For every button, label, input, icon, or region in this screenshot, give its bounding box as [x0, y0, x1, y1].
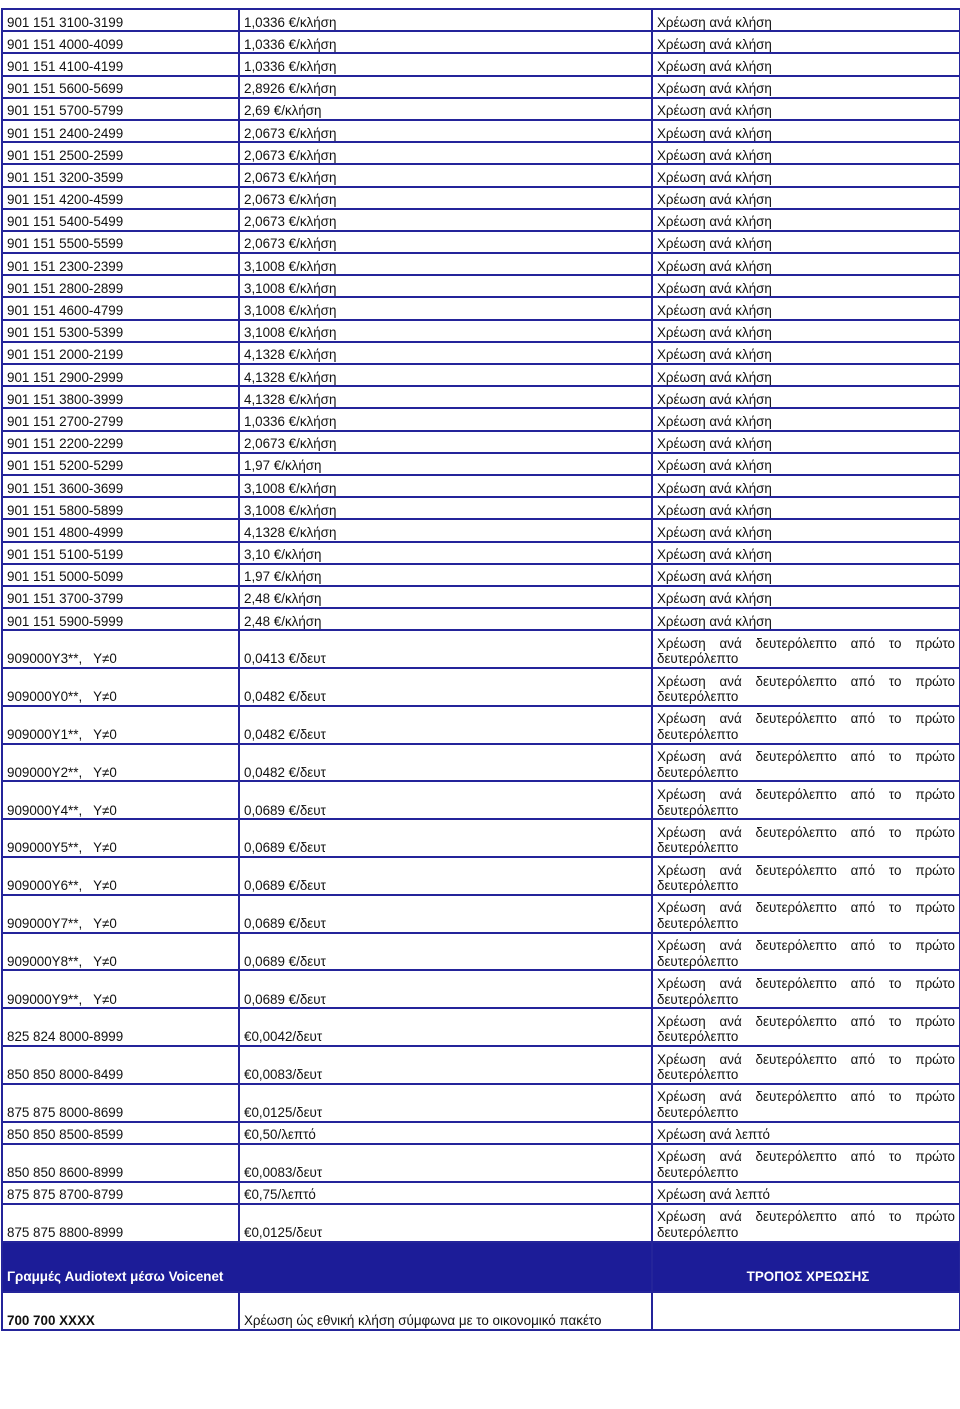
- number-range-cell: 850 850 8500-8599: [2, 1122, 239, 1144]
- rate-cell: 0,0689 €/δευτ: [239, 857, 652, 895]
- charge-type-cell: Χρέωση ανά κλήση: [652, 497, 960, 519]
- table-row: [2, 76, 960, 98]
- table-row: [2, 857, 960, 895]
- number-range-cell: 901 151 4800-4999: [2, 519, 239, 541]
- rate-cell: 3,1008 €/κλήση: [239, 275, 652, 297]
- number-range-cell: 901 151 2300-2399: [2, 253, 239, 275]
- number-range-cell: 901 151 4000-4099: [2, 31, 239, 53]
- table-row: [2, 1046, 960, 1084]
- rate-cell: 2,0673 €/κλήση: [239, 231, 652, 253]
- number-range-cell: 901 151 5800-5899: [2, 497, 239, 519]
- charge-type-cell: Χρέωση ανά λεπτό: [652, 1122, 960, 1144]
- number-range-cell: 901 151 5500-5599: [2, 231, 239, 253]
- charge-type-text: Χρέωση ανά δευτερόλεπτο από το πρώτο δευτερόλεπτο: [657, 824, 955, 856]
- footer-rate: Χρέωση ώς εθνική κλήση σύμφωνα με το οικονομικό πακέτο: [239, 1292, 652, 1330]
- section-title: Γραμμές Audiotext μέσω Voicenet: [2, 1242, 652, 1292]
- table-row: [2, 364, 960, 386]
- rate-cell: 3,10 €/κλήση: [239, 542, 652, 564]
- table-row: [2, 320, 960, 342]
- rate-cell: 2,0673 €/κλήση: [239, 120, 652, 142]
- table-row: [2, 819, 960, 857]
- rate-cell: 3,1008 €/κλήση: [239, 475, 652, 497]
- charge-type-text: Χρέωση ανά δευτερόλεπτο από το πρώτο δευτερόλεπτο: [657, 938, 955, 969]
- charge-type-cell: Χρέωση ανά κλήση: [652, 9, 960, 31]
- charge-type-cell: [652, 781, 960, 819]
- number-range-cell: 901 151 5200-5299: [2, 453, 239, 475]
- charge-type-cell: [652, 933, 960, 971]
- table-row: [2, 1182, 960, 1204]
- charge-type-cell: Χρέωση ανά κλήση: [652, 297, 960, 319]
- table-row: [2, 342, 960, 364]
- charge-type-cell: Χρέωση ανά κλήση: [652, 386, 960, 408]
- charge-type-cell: Χρέωση ανά κλήση: [652, 453, 960, 475]
- rate-cell: €0,75/λεπτό: [239, 1182, 652, 1204]
- table-row: [2, 98, 960, 120]
- number-range-cell: 909000Y0**, Y≠0: [2, 668, 239, 706]
- number-range-cell: 875 875 8800-8999: [2, 1204, 239, 1242]
- table-row: [2, 209, 960, 231]
- rate-cell: €0,0083/δευτ: [239, 1046, 652, 1084]
- charge-type-text: Χρέωση ανά δευτερόλεπτο από το πρώτο δευτερόλεπτο: [657, 976, 955, 1007]
- charge-type-text: Χρέωση ανά δευτερόλεπτο από το πρώτο δευτερόλεπτο: [657, 1051, 955, 1083]
- charge-type-cell: Χρέωση ανά κλήση: [652, 187, 960, 209]
- charge-type-cell: Χρέωση ανά κλήση: [652, 519, 960, 541]
- table-row: [2, 1204, 960, 1242]
- charge-type-cell: [652, 857, 960, 895]
- rate-cell: 0,0689 €/δευτ: [239, 970, 652, 1008]
- charge-type-cell: Χρέωση ανά κλήση: [652, 253, 960, 275]
- number-range-cell: 901 151 5400-5499: [2, 209, 239, 231]
- number-range-cell: 901 151 2500-2599: [2, 142, 239, 164]
- charge-type-text: Χρέωση ανά δευτερόλεπτο από το πρώτο δευτερόλεπτο: [657, 749, 955, 780]
- table-row: [2, 231, 960, 253]
- charge-type-text: Χρέωση ανά δευτερόλεπτο από το πρώτο δευτερόλεπτο: [657, 862, 955, 894]
- rate-cell: 4,1328 €/κλήση: [239, 342, 652, 364]
- charge-type-cell: [652, 895, 960, 933]
- rate-cell: 0,0689 €/δευτ: [239, 781, 652, 819]
- rate-cell: 2,8926 €/κλήση: [239, 76, 652, 98]
- table-row: [2, 630, 960, 668]
- rate-cell: 2,0673 €/κλήση: [239, 187, 652, 209]
- rate-cell: 3,1008 €/κλήση: [239, 297, 652, 319]
- rate-cell: 3,1008 €/κλήση: [239, 253, 652, 275]
- rate-cell: 0,0413 €/δευτ: [239, 630, 652, 668]
- number-range-cell: 825 824 8000-8999: [2, 1008, 239, 1046]
- number-range-cell: 901 151 2800-2899: [2, 275, 239, 297]
- rate-cell: 2,0673 €/κλήση: [239, 209, 652, 231]
- rate-cell: 0,0689 €/δευτ: [239, 819, 652, 857]
- table-row: [2, 895, 960, 933]
- table-row: [2, 933, 960, 971]
- number-range-cell: 901 151 3100-3199: [2, 9, 239, 31]
- charge-type-cell: [652, 706, 960, 744]
- rate-cell: 2,0673 €/κλήση: [239, 164, 652, 186]
- charge-type-text: Χρέωση ανά δευτερόλεπτο από το πρώτο δευτερόλεπτο: [657, 900, 955, 932]
- rate-cell: 0,0482 €/δευτ: [239, 744, 652, 782]
- table-row: [2, 1008, 960, 1046]
- number-range-cell: 901 151 5700-5799: [2, 98, 239, 120]
- table-row: [2, 31, 960, 53]
- table-row: [2, 297, 960, 319]
- table-row: [2, 187, 960, 209]
- rate-cell: 0,0689 €/δευτ: [239, 933, 652, 971]
- charge-type-cell: Χρέωση ανά κλήση: [652, 475, 960, 497]
- charge-type-cell: Χρέωση ανά κλήση: [652, 31, 960, 53]
- number-range-cell: 901 151 2900-2999: [2, 364, 239, 386]
- table-row: [2, 453, 960, 475]
- charge-type-cell: [652, 970, 960, 1008]
- rate-cell: 0,0689 €/δευτ: [239, 895, 652, 933]
- number-range-cell: 901 151 3600-3699: [2, 475, 239, 497]
- charge-type-text: Χρέωση ανά δευτερόλεπτο από το πρώτο δευτερόλεπτο: [657, 1149, 955, 1180]
- table-row: [2, 608, 960, 630]
- charge-type-cell: [652, 630, 960, 668]
- number-range-cell: 909000Y6**, Y≠0: [2, 857, 239, 895]
- number-range-cell: 901 151 3200-3599: [2, 164, 239, 186]
- number-range-cell: 901 151 2000-2199: [2, 342, 239, 364]
- rate-cell: 1,0336 €/κλήση: [239, 31, 652, 53]
- table-row: [2, 519, 960, 541]
- rates-table-body: [2, 9, 960, 1242]
- charge-type-text: Χρέωση ανά δευτερόλεπτο από το πρώτο δευτερόλεπτο: [657, 635, 955, 667]
- table-row: [2, 475, 960, 497]
- charge-type-cell: Χρέωση ανά κλήση: [652, 364, 960, 386]
- charge-type-cell: Χρέωση ανά κλήση: [652, 564, 960, 586]
- charge-type-text: Χρέωση ανά δευτερόλεπτο από το πρώτο δευτερόλεπτο: [657, 1013, 955, 1045]
- table-row: [2, 668, 960, 706]
- table-row: [2, 120, 960, 142]
- charge-type-cell: [652, 1084, 960, 1122]
- table-row: [2, 53, 960, 75]
- charge-type-cell: Χρέωση ανά κλήση: [652, 608, 960, 630]
- charge-type-cell: Χρέωση ανά κλήση: [652, 586, 960, 608]
- footer-charge: [652, 1292, 960, 1330]
- number-range-cell: 901 151 2400-2499: [2, 120, 239, 142]
- rate-cell: 1,0336 €/κλήση: [239, 408, 652, 430]
- table-row: [2, 431, 960, 453]
- footer-row: [2, 1292, 960, 1330]
- number-range-cell: 901 151 2700-2799: [2, 408, 239, 430]
- table-row: [2, 564, 960, 586]
- number-range-cell: 901 151 5000-5099: [2, 564, 239, 586]
- table-row: [2, 408, 960, 430]
- charge-type-cell: Χρέωση ανά κλήση: [652, 164, 960, 186]
- rate-cell: 3,1008 €/κλήση: [239, 497, 652, 519]
- rate-cell: 1,97 €/κλήση: [239, 564, 652, 586]
- charge-type-cell: Χρέωση ανά κλήση: [652, 120, 960, 142]
- rate-cell: 4,1328 €/κλήση: [239, 519, 652, 541]
- number-range-cell: 901 151 5100-5199: [2, 542, 239, 564]
- charge-type-cell: [652, 1008, 960, 1046]
- charge-type-text: Χρέωση ανά δευτερόλεπτο από το πρώτο δευτερόλεπτο: [657, 787, 955, 818]
- charge-type-cell: Χρέωση ανά κλήση: [652, 209, 960, 231]
- number-range-cell: 901 151 5300-5399: [2, 320, 239, 342]
- rate-cell: 2,48 €/κλήση: [239, 608, 652, 630]
- charge-type-text: Χρέωση ανά δευτερόλεπτο από το πρώτο δευτερόλεπτο: [657, 711, 955, 743]
- table-row: [2, 275, 960, 297]
- number-range-cell: 909000Y4**, Y≠0: [2, 781, 239, 819]
- table-row: [2, 586, 960, 608]
- charge-type-cell: Χρέωση ανά κλήση: [652, 320, 960, 342]
- rate-cell: 3,1008 €/κλήση: [239, 320, 652, 342]
- table-row: [2, 1144, 960, 1182]
- charge-type-cell: Χρέωση ανά κλήση: [652, 231, 960, 253]
- table-row: [2, 744, 960, 782]
- number-range-cell: 909000Y2**, Y≠0: [2, 744, 239, 782]
- charge-type-cell: [652, 1204, 960, 1242]
- charge-type-cell: Χρέωση ανά κλήση: [652, 542, 960, 564]
- charge-mode-title: ΤΡΟΠΟΣ ΧΡΕΩΣΗΣ: [652, 1242, 960, 1292]
- table-row: [2, 386, 960, 408]
- number-range-cell: 909000Y5**, Y≠0: [2, 819, 239, 857]
- charge-type-cell: Χρέωση ανά κλήση: [652, 53, 960, 75]
- rate-cell: 0,0482 €/δευτ: [239, 668, 652, 706]
- charge-type-cell: [652, 744, 960, 782]
- number-range-cell: 909000Y1**, Y≠0: [2, 706, 239, 744]
- charge-type-cell: Χρέωση ανά κλήση: [652, 98, 960, 120]
- rate-cell: €0,0042/δευτ: [239, 1008, 652, 1046]
- section-header-row: [2, 1242, 960, 1292]
- footer-number: 700 700 XXXX: [2, 1292, 239, 1330]
- table-row: [2, 1084, 960, 1122]
- number-range-cell: 901 151 3800-3999: [2, 386, 239, 408]
- charge-type-cell: [652, 1046, 960, 1084]
- rate-cell: 2,48 €/κλήση: [239, 586, 652, 608]
- rate-cell: 1,0336 €/κλήση: [239, 9, 652, 31]
- number-range-cell: 850 850 8600-8999: [2, 1144, 239, 1182]
- table-row: [2, 542, 960, 564]
- charge-type-cell: Χρέωση ανά κλήση: [652, 275, 960, 297]
- table-row: [2, 253, 960, 275]
- rates-table: [1, 8, 960, 1331]
- number-range-cell: 901 151 2200-2299: [2, 431, 239, 453]
- rate-cell: €0,0125/δευτ: [239, 1084, 652, 1122]
- number-range-cell: 850 850 8000-8499: [2, 1046, 239, 1084]
- rate-cell: 2,0673 €/κλήση: [239, 431, 652, 453]
- rate-cell: €0,50/λεπτό: [239, 1122, 652, 1144]
- number-range-cell: 909000Y3**, Y≠0: [2, 630, 239, 668]
- rate-cell: 1,0336 €/κλήση: [239, 53, 652, 75]
- number-range-cell: 901 151 5900-5999: [2, 608, 239, 630]
- charge-type-text: Χρέωση ανά δευτερόλεπτο από το πρώτο δευτερόλεπτο: [657, 1089, 955, 1121]
- rate-cell: €0,0125/δευτ: [239, 1204, 652, 1242]
- charge-type-cell: Χρέωση ανά κλήση: [652, 342, 960, 364]
- number-range-cell: 875 875 8000-8699: [2, 1084, 239, 1122]
- charge-type-cell: [652, 1144, 960, 1182]
- charge-type-cell: Χρέωση ανά κλήση: [652, 76, 960, 98]
- table-row: [2, 9, 960, 31]
- rate-cell: 4,1328 €/κλήση: [239, 364, 652, 386]
- number-range-cell: 909000Y8**, Y≠0: [2, 933, 239, 971]
- rate-cell: 0,0482 €/δευτ: [239, 706, 652, 744]
- rate-cell: 4,1328 €/κλήση: [239, 386, 652, 408]
- table-row: [2, 706, 960, 744]
- table-row: [2, 970, 960, 1008]
- table-row: [2, 142, 960, 164]
- table-row: [2, 497, 960, 519]
- number-range-cell: 901 151 4600-4799: [2, 297, 239, 319]
- table-row: [2, 781, 960, 819]
- number-range-cell: 875 875 8700-8799: [2, 1182, 239, 1204]
- charge-type-cell: Χρέωση ανά κλήση: [652, 408, 960, 430]
- charge-type-cell: [652, 819, 960, 857]
- table-row: [2, 1122, 960, 1144]
- table-row: [2, 164, 960, 186]
- number-range-cell: 909000Y9**, Y≠0: [2, 970, 239, 1008]
- rate-cell: 2,0673 €/κλήση: [239, 142, 652, 164]
- charge-type-text: Χρέωση ανά δευτερόλεπτο από το πρώτο δευτερόλεπτο: [657, 673, 955, 705]
- charge-type-text: Χρέωση ανά δευτερόλεπτο από το πρώτο δευτερόλεπτο: [657, 1209, 955, 1240]
- charge-type-cell: Χρέωση ανά κλήση: [652, 431, 960, 453]
- rate-cell: 2,69 €/κλήση: [239, 98, 652, 120]
- number-range-cell: 901 151 4200-4599: [2, 187, 239, 209]
- number-range-cell: 901 151 3700-3799: [2, 586, 239, 608]
- number-range-cell: 901 151 4100-4199: [2, 53, 239, 75]
- rates-table-footer: [2, 1242, 960, 1330]
- charge-type-cell: [652, 668, 960, 706]
- rate-cell: 1,97 €/κλήση: [239, 453, 652, 475]
- number-range-cell: 909000Y7**, Y≠0: [2, 895, 239, 933]
- rate-cell: €0,0083/δευτ: [239, 1144, 652, 1182]
- charge-type-cell: Χρέωση ανά λεπτό: [652, 1182, 960, 1204]
- charge-type-cell: Χρέωση ανά κλήση: [652, 142, 960, 164]
- number-range-cell: 901 151 5600-5699: [2, 76, 239, 98]
